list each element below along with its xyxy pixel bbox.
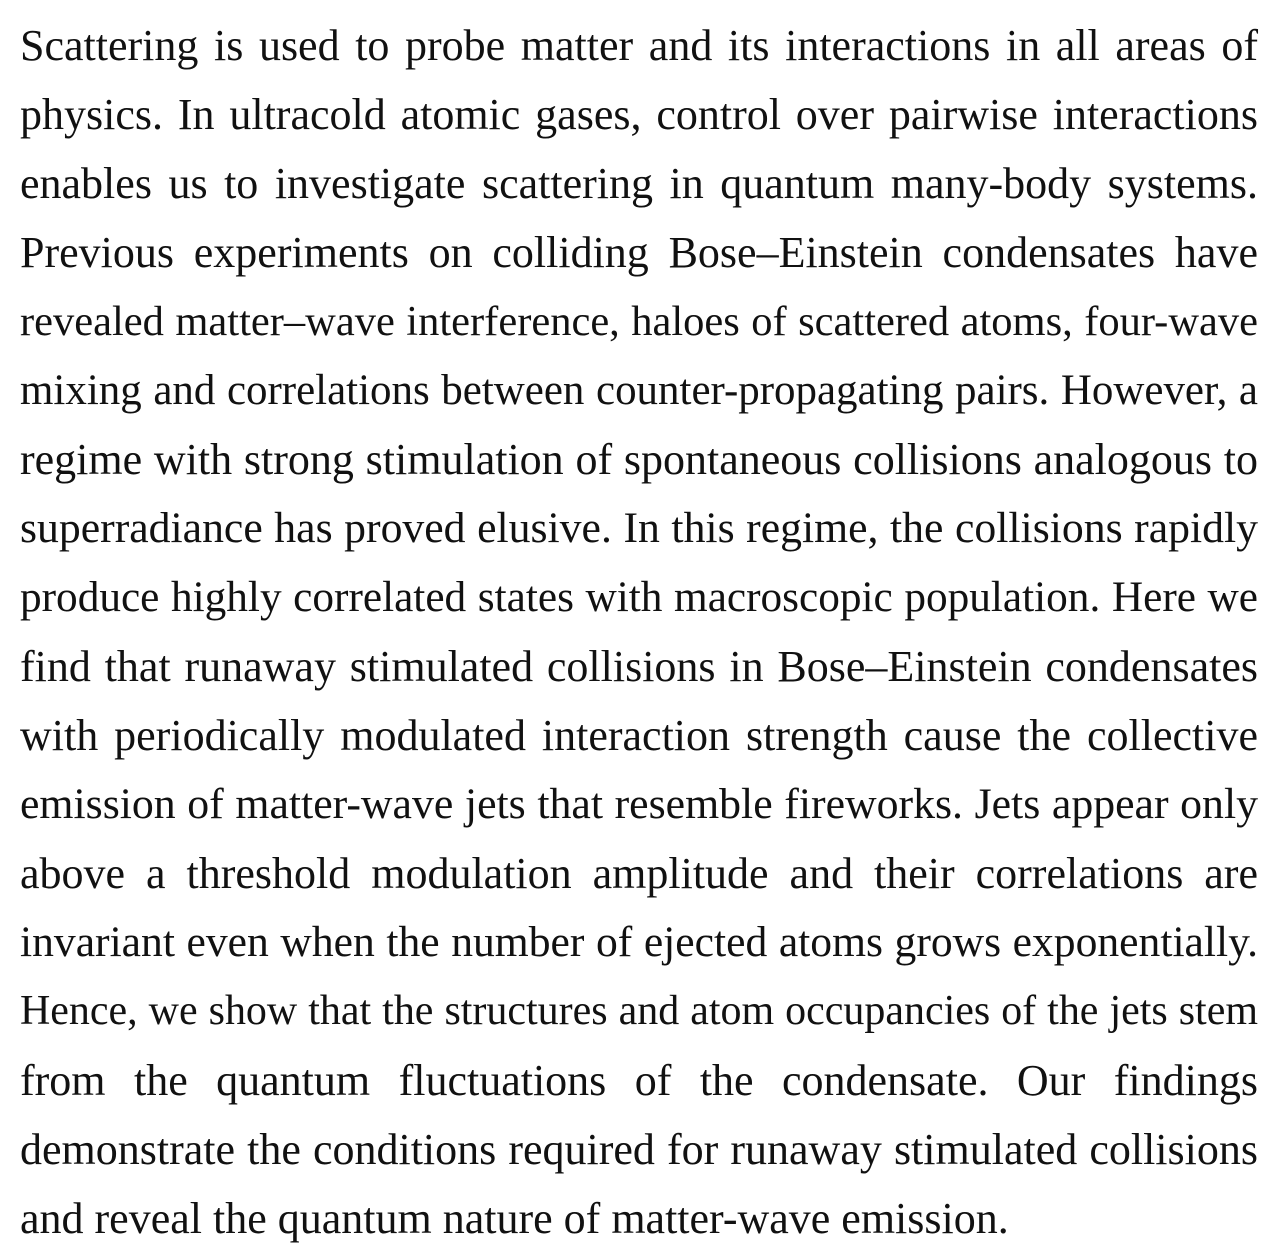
abstract-line: above a threshold modulation amplitude and their correlations are [20,849,1258,898]
abstract-paragraph [20,11,1258,1253]
abstract-line: invariant even when the number of ejected atoms grows exponentially. [20,918,1258,966]
abstract-line: from the quantum fluctuations of the condensate. Our findings [20,1056,1258,1105]
abstract-line: physics. In ultracold atomic gases, control over pairwise interactions [20,90,1258,139]
abstract-line: find that runaway stimulated collisions in Bose–Einstein condensates [20,642,1258,691]
abstract-line: Scattering is used to probe matter and its interactions in all areas of [20,21,1258,70]
abstract-line: Hence, we show that the structures and atom occupancies of the jets stem [20,988,1258,1034]
abstract-line: Previous experiments on colliding Bose–Einstein condensates have [20,228,1258,277]
abstract-line: produce highly correlated states with macroscopic population. Here we [20,573,1258,621]
abstract-line: superradiance has proved elusive. In this regime, the collisions rapidly [20,504,1258,552]
abstract-line: and reveal the quantum nature of matter-wave emission. [20,1194,1009,1243]
abstract-line: enables us to investigate scattering in quantum many-body systems. [20,159,1258,208]
abstract-line: demonstrate the conditions required for runaway stimulated collisions [20,1125,1258,1174]
abstract-line: emission of matter-wave jets that resemble fireworks. Jets appear only [20,780,1258,828]
abstract-line: mixing and correlations between counter-propagating pairs. However, a [20,367,1258,414]
abstract-line: with periodically modulated interaction strength cause the collective [20,711,1258,760]
abstract-line: regime with strong stimulation of spontaneous collisions analogous to [20,435,1258,484]
abstract-line: revealed matter–wave interference, haloes of scattered atoms, four-wave [20,298,1258,345]
